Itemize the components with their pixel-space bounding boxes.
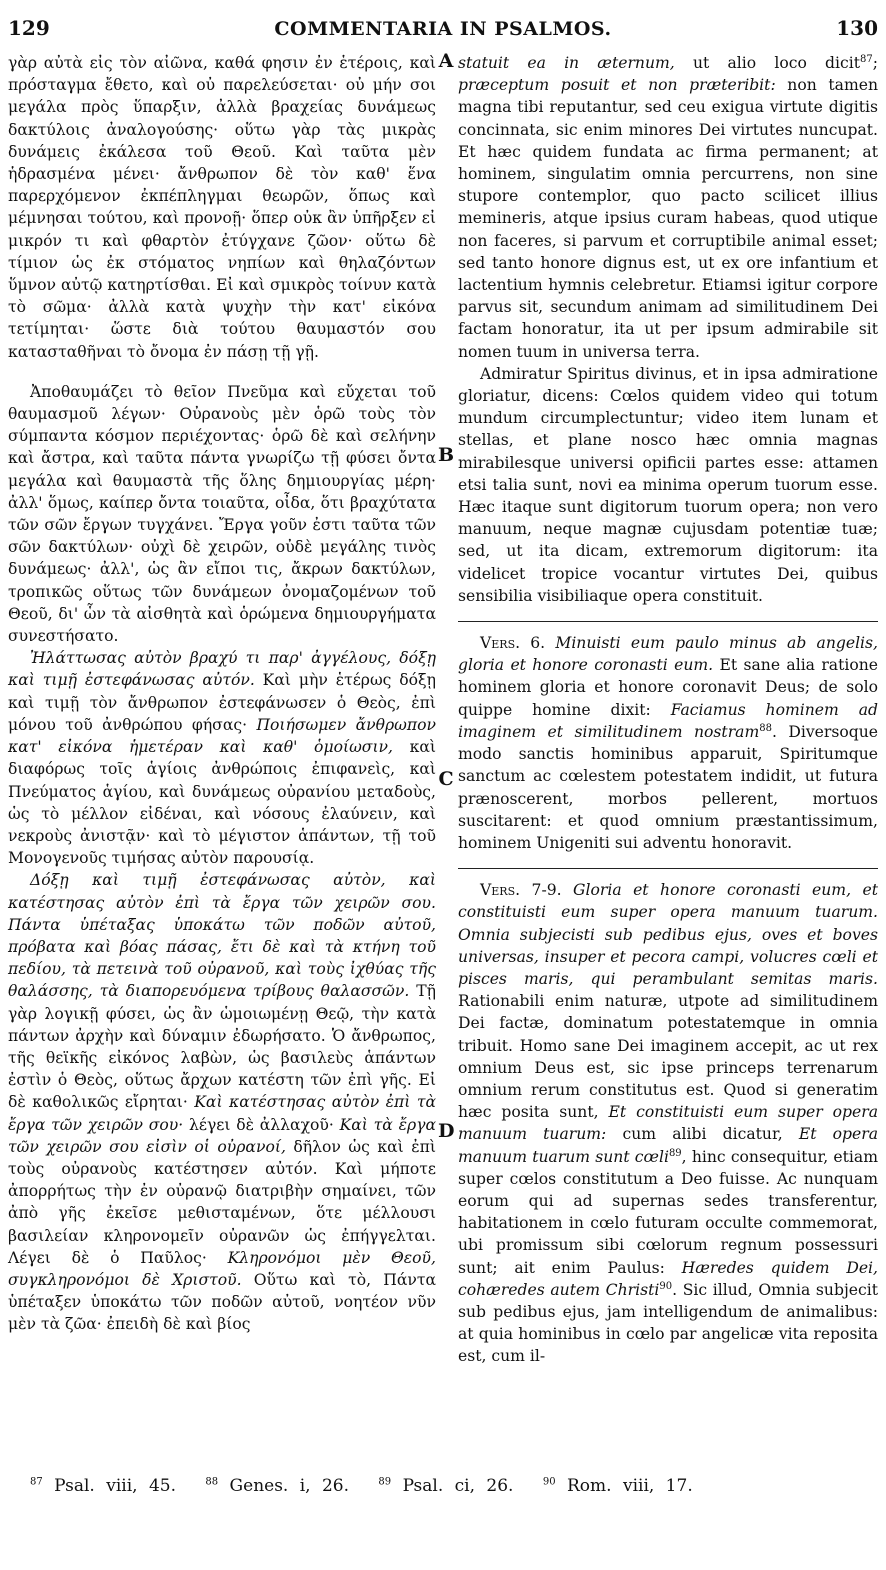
greek-paragraph-4: Δόξῃ καὶ τιμῇ ἐστεφάνωσας αὐτὸν, καὶ κατέστησας αὐτὸν ἐπὶ τὰ ἔργα τῶν χειρῶν σου. Πάντα ὑπέταξας ὑποκάτω τῶν ποδῶν αὐτοῦ, πρόβατα καὶ βόας πάσας, ἔτι δὲ καὶ τὰ κτήνη τοῦ πεδίου, τὰ πετεινὰ τοῦ οὐρανοῦ, καὶ τοὺς ἰχθύας τῆς θαλάσσης, τὰ διαπορευόμενα τρίβους θαλασσῶν. Τῇ γὰρ λογικῇ φύσει, ὡς ἂν ὡμοιωμένῃ Θεῷ, τὴν κατὰ πάντων ἀρχὴν καὶ δύναμιν ἐδωρήσατο. Ὁ ἄνθρωπος, τῆς θεϊκῆς εἰκόνος λαβὼν, ὡς βασιλεὺς ἁπάντων ἐστὶν ὁ Θεὸς, οὕτως ἄρχων κατέστη τῶν ἐπὶ γῆς. Εἰ δὲ καθολικῶς εἴρηται· Καὶ κατέστησας αὐτὸν ἐπὶ τὰ ἔργα τῶν χειρῶν σου· λέγει δὲ ἀλλαχοῦ· Καὶ τὰ ἔργα τῶν χειρῶν σου εἰσὶν οἱ οὐρανοί, δῆλον ὡς καὶ ἐπὶ τοὺς οὐρανοὺς κατέστησεν αὐτόν. Καὶ μήποτε ἀπορρήτως τὴν ἐν οὐρανῷ διατριβὴν σημαίνει, τῶν ἀπὸ γῆς ἐκεῖσε μεθισταμένων, ὅτε μέλλουσι βασιλείαν κληρονομεῖν οὐρανῶν ὡς ἐπήγγελται. Λέγει δὲ ὁ Παῦλος· Κληρονόμοι μὲν Θεοῦ, συγκληρονόμοι δὲ Χριστοῦ. Οὕτω καὶ τὸ, Πάντα ὑπέταξεν ὑποκάτω τῶν ποδῶν αὐτοῦ, νοητέον νῦν μὲν τὰ ζῶα· ἐπειδὴ δὲ καὶ βίος [8,871,437,1334]
section-divider [458,621,878,622]
footnote-ref: 88 [759,722,772,734]
latin-verse-7-9: Vers. 7-9. Gloria et honore coronasti eum, et constituisti eum super opera manuum tuarum. Omnia subjecisti sub pedibus ejus, oves et boves universas, insuper et pecora campi, volucres cœli et pisces maris, qui perambulant semitas maris. Rationabili enim naturæ, utpote ad similitudinem Dei factæ, dominatum potestatemque in omnia tribuit. Homo sane Dei imaginem accepit, ac ut rex omnium Deus est, sic ipse princeps terrenarum omnium rerum constitutus est. Quod si generatim hæc posita sunt, Et constituisti eum super opera manuum tuarum: cum alibi dicatur, Et opera manuum tuarum sunt cœli$^{89}$, hinc consequitur, etiam super cœlos constitutum a Deo fuisse. Ac nunquam eorum qui ad supernas sedes transferentur, habitationem in cœlo futuram occulte commemorat, ubi promissum sibi cœlorum regnum possessuri sunt; ait enim Paulus: Hæredes quidem Dei, cohæredes autem Christi$^{90}$. Sic illud, Omnia subjecit sub pedibus ejus, jam intelligendum de animalibus: at quia hominibus in cœlo par angelicæ vita reposita est, cum il- [458,881,879,1366]
section-divider [458,868,878,869]
section-marker-d: D [438,1120,455,1142]
page-number-right: 130 [836,16,878,40]
footnote-ref: 87 [860,53,873,65]
greek-verse-quote: Δόξῃ καὶ τιμῇ ἐστεφάνωσας αὐτὸν, καὶ κατέστησας αὐτὸν ἐπὶ τὰ ἔργα τῶν χειρῶν σου. Πάντα ὑπέταξας ὑποκάτω τῶν ποδῶν αὐτοῦ, πρόβατα καὶ βόας πάσας, ἔτι δὲ καὶ τὰ κτήνη τοῦ πεδίου, τὰ πετεινὰ τοῦ οὐρανοῦ, καὶ τοὺς ἰχθύας τῆς θαλάσσης, τὰ διαπορευόμενα τρίβους θαλασσῶν. [8,871,436,1001]
footnote-ref: 90 [659,1280,673,1292]
latin-verse-6: Vers. 6. Minuisti eum paulo minus ab angelis, gloria et honore coronasti eum. Et sane alia ratione hominem gloria et honore coronavit Deus; de solo quippe homine dixit: Faciamus hominem ad imaginem et similitudinem nostram$^{88}$. Diversoque modo sanctis hominibus apparuit, Spiritumque sanctum ac cœlestem potestatem indidit, ut futura prænoscerent, morbos pellerent, mortuos suscitarent: et quod omnium præstantissimum, hominem Unigeniti sui adventu honoravit. [458,634,879,852]
greek-verse-quote: Ἠλάττωσας αὐτὸν βραχύ τι παρ' ἀγγέλους, δόξῃ καὶ τιμῇ ἐστεφάνωσας αὐτόν. [8,649,436,690]
footnote-item: $^{89}$ Psal. ci, 26. [378,1476,514,1496]
running-title: COMMENTARIA IN PSALMOS. [274,18,612,40]
verse-label: Vers. 7-9. [480,881,562,900]
latin-column [458,52,878,1368]
page-number-left: 129 [8,16,50,40]
greek-paragraph-3: Ἠλάττωσας αὐτὸν βραχύ τι παρ' ἀγγέλους, δόξῃ καὶ τιμῇ ἐστεφάνωσας αὐτόν. Καὶ μὴν ἑτέρως δόξῃ καὶ τιμῇ τὸν ἄνθρωπον ἐστεφάνωσεν ὁ Θεὸς, ἐπὶ μόνου τοῦ ἀνθρώπου φήσας· Ποιήσωμεν ἄνθρωπον κατ' εἰκόνα ἡμετέραν καὶ καθ' ὁμοίωσιν, καὶ διαφόρως τοῖς ἁγίοις ἀνθρώποις ἐπιφανεὶς, καὶ Πνεύματος ἁγίου, καὶ δυνάμεως οὐρανίου μεταδοὺς, ὡς τὸ μέλλον εἰδέναι, καὶ νόσους ἐλαύνειν, καὶ νεκροὺς ἀνιστᾷν· καὶ τὸ μέγιστον ἁπάντων, τῇ τοῦ Μονογενοῦς τιμήσας αὐτὸν παρουσίᾳ. [8,649,437,868]
greek-paragraph-2: Ἀποθαυμάζει τὸ θεῖον Πνεῦμα καὶ εὔχεται τοῦ θαυμασμοῦ λέγων· Οὐρανοὺς μὲν ὁρῶ τοὺς τὸν σύμπαντα κόσμον περιέχοντας· ὁρῶ δὲ καὶ σελήνην καὶ ἄστρα, καὶ ταῦτα πάντα γνωρίζω τῇ φύσει ὄντα μεγάλα καὶ θαυμαστὰ τῆς ὅλης δημιουργίας μέρη· ἀλλ' ὅμως, καίπερ ὄντα τοιαῦτα, οἶδα, ὅτι βραχύτατα τῶν σῶν ἔργων τυγχάνει. Ἔργα γοῦν ἐστι ταῦτα τῶν σῶν δακτύλων· οὐχὶ δὲ χειρῶν, οὐδὲ μεγάλης τινὸς δυνάμεως· ἀλλ', ὡς ἂν εἴποι τις, ἄκρων δακτύλων, τροπικῶς οὕτως τῶν δυνάμεων ὀνομαζομένων τοῦ Θεοῦ, δι' ὧν τὰ αἰσθητὰ καὶ ὁρώμενα δημιουργήματα συνεστήσατο. [8,382,436,646]
page-header [8,16,878,46]
latin-paragraph-2: Admiratur Spiritus divinus, et in ipsa admiratione gloriatur, dicens: Cœlos quidem video qui totum mundum circumplectuntur; video item lunam et stellas, et plane nosco hæc omnia magnas mirabilesque universi opificii partes esse: attamen etsi talia sunt, novi ea minima operum tuorum esse. Hæc itaque sunt digitorum tuorum opera; non vero manuum, neque magnæ cujusdam potentiæ tuæ; sed, ut ita dicam, extremorum digitorum: ita videlicet tropice vocantur virtutes Dei, quibus sensibilia visibiliaque opera constituit. [458,364,878,605]
footnote-item: $^{88}$ Genes. i, 26. [205,1476,350,1496]
section-marker-c: C [438,768,454,790]
section-marker-b: B [438,444,455,466]
greek-column [8,52,436,1336]
footnote-item: $^{90}$ Rom. viii, 17. [542,1476,693,1496]
footnote-item: $^{87}$ Psal. viii, 45. [30,1476,176,1496]
footnotes [30,1476,856,1496]
greek-paragraph-1: γὰρ αὐτὰ εἰς τὸν αἰῶνα, καθά φησιν ἐν ἑτέροις, καὶ πρόσταγμα ἔθετο, καὶ οὐ παρελεύσεται· οὐ μήν σοι μεγάλα πρὸς ὕπαρξιν, ἀλλὰ βραχείας δυνάμεως δακτύλοις ἀναλογούσης· οὕτω γὰρ τὰς μικρὰς δυνάμεις ἐκάλεσα τοῦ Θεοῦ. Καὶ ταῦτα μὲν ἡδρασμένα μένει· ἄνθρωπον δὲ τὸν καθ' ἕνα παρερχόμενον ἐκπέπληγμαι θεωρῶν, ὅπως καὶ μέμνησαι τούτου, καὶ προνοῇ· ὅπερ οὐκ ἂν ὑπῆρξεν εἰ μικρόν τι καὶ φθαρτὸν ἐτύγχανε ζῶον· οὕτω δὲ τίμιον ὡς ἐκ στόματος νηπίων καὶ θηλαζόντων ὕμνον αὐτῷ κατηρτίσθαι. Εἰ καὶ σμικρὸς τοίνυν κατὰ τὸ σῶμα· ἀλλὰ κατὰ ψυχὴν τὴν κατ' εἰκόνα τετίμηται· ὥστε διὰ τούτου θαυμαστόν σου κατασταθῆναι τὸ ὄνομα ἐν πάσῃ τῇ γῇ. [8,54,436,361]
latin-paragraph-1: statuit ea in æternum, ut alio loco dicit$^{87}$; præceptum posuit et non præteribit: non tamen magna tibi reputantur, sed ceu exigua virtute digitis concinnata, sic enim minores Dei virtutes nuncupat. Et hæc quidem fundata ac firma permanent; at hominem, singulatim omnia percurrens, non sine stupore contemplor, quo pacto scilicet illius memineris, atque ipsius curam habeas, quod utique non faceres, si parvum et corruptibile animal esset; sed tanto honore dignus est, ut ex ore infantium et lactentium hymnis celebretur. Etiamsi igitur corpore parvus sit, secundum animam ad similitudinem Dei factam honoratur, ita ut per ipsum admirabile sit nomen tuum in universa terra. [458,53,878,361]
section-marker-a: A [438,50,454,72]
verse-label: Vers. 6. [480,634,546,653]
footnote-ref: 89 [668,1147,682,1159]
